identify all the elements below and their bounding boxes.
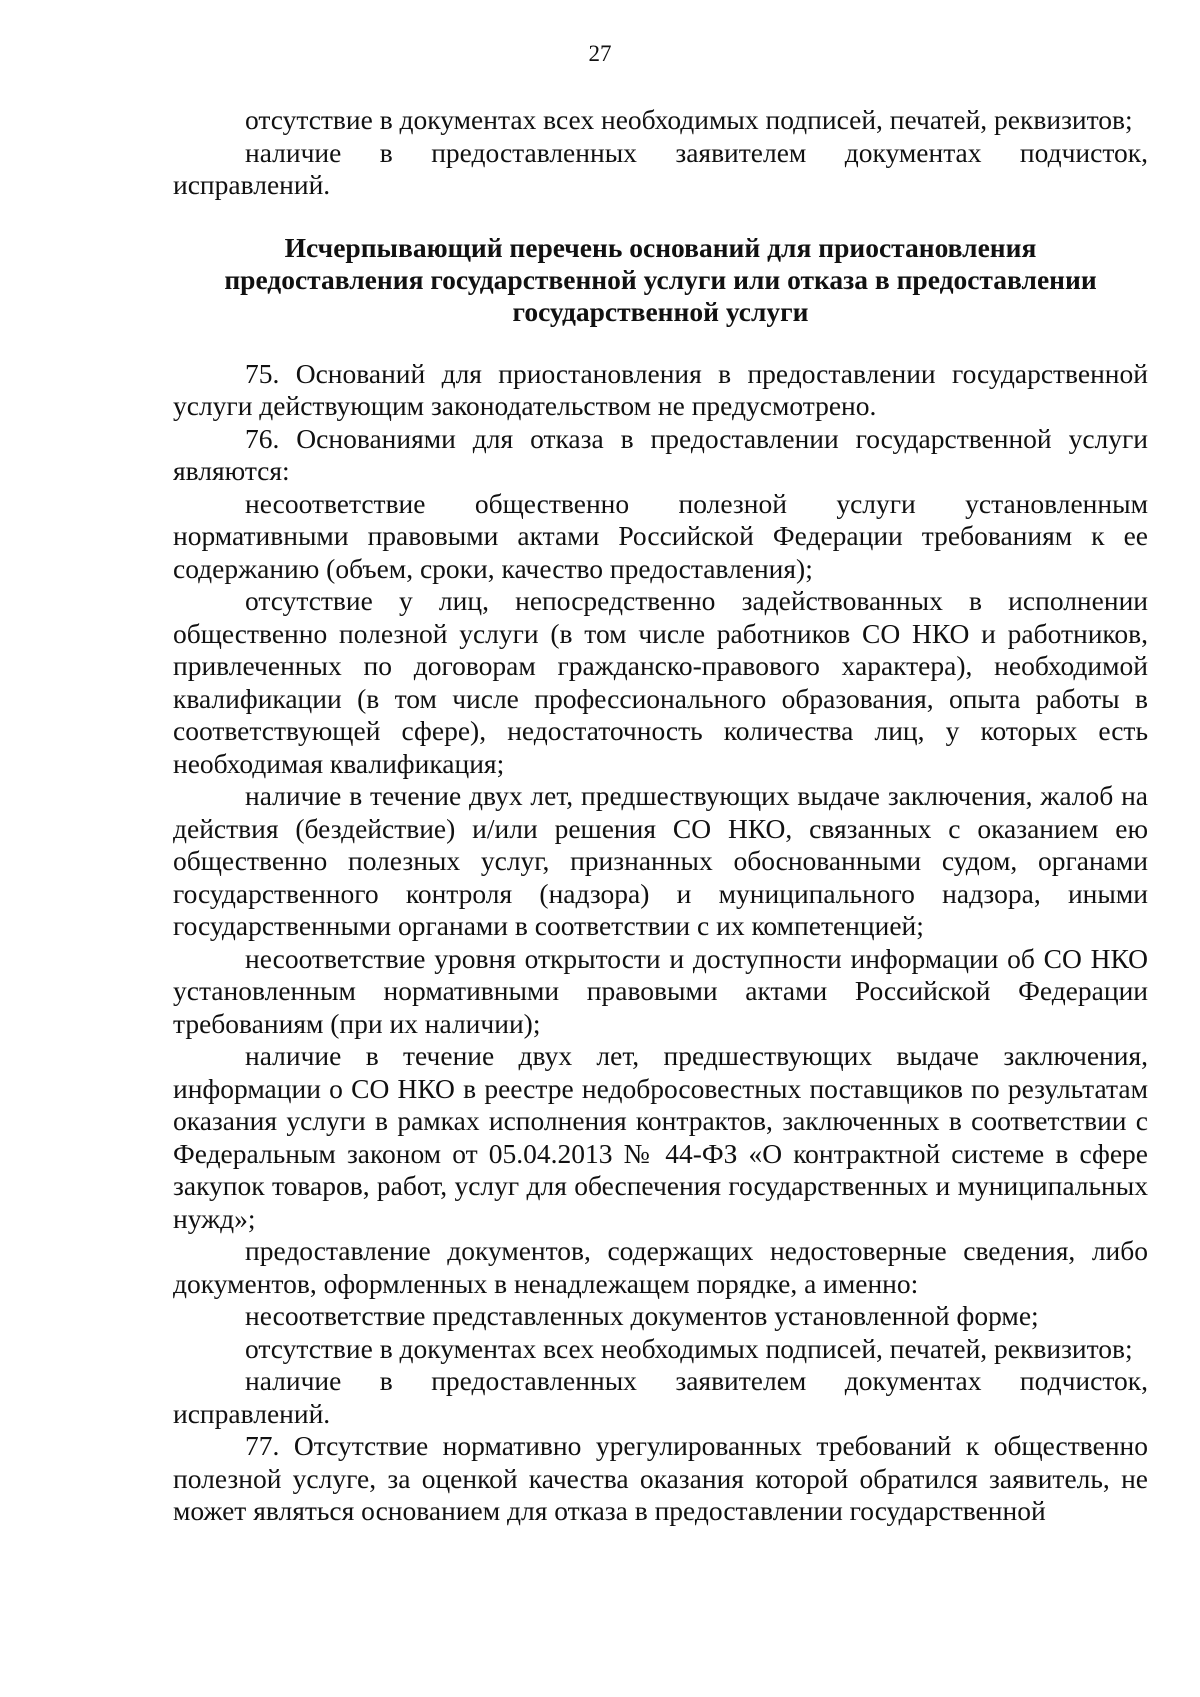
- paragraph-75: 75. Оснований для приостановления в предоставлении государственной услуги действующим законодательством не предусмотрено.: [173, 357, 1148, 421]
- section-heading-line: предоставления государственной услуги или отказа в предоставлении: [224, 263, 1097, 295]
- list-item-openness: несоответствие уровня открытости и доступности информации об СО НКО установленным нормативными правовыми актами Российской Федерации требованиям (при их наличии);: [173, 942, 1148, 1039]
- page-content: [173, 104, 1148, 1528]
- paragraph-corrections: наличие в предоставленных заявителем документах подчисток, исправлений.: [173, 136, 1148, 200]
- list-item-false-documents: предоставление документов, содержащих недостоверные сведения, либо документов, оформленных в ненадлежащем порядке, а именно:: [173, 1235, 1148, 1299]
- paragraph-77: 77. Отсутствие нормативно урегулированных требований к общественно полезной услуге, за оценкой качества оказания которой обратился заявитель, не может являться основанием для отказа в предоставлении государственной: [173, 1430, 1148, 1526]
- paragraph-76: 76. Основаниями для отказа в предоставлении государственной услуги являются:: [173, 422, 1148, 486]
- list-item-unfair-suppliers: наличие в течение двух лет, предшествующих выдаче заключения, информации о СО НКО в реестре недобросовестных поставщиков по результатам оказания услуги в рамках исполнения контрактов, заключенных в соответствии с Федеральным законом от 05.04.2013 № 44-ФЗ «О контрактной системе в сфере закупок товаров, работ, услуг для обеспечения государственных и муниципальных нужд»;: [173, 1040, 1148, 1234]
- list-item-form-mismatch: несоответствие представленных документов установленной форме;: [245, 1300, 1039, 1331]
- paragraph-missing-signatures: отсутствие в документах всех необходимых подписей, печатей, реквизитов;: [245, 104, 1133, 135]
- section-heading-line: государственной услуги: [512, 295, 809, 327]
- list-item-qualification: отсутствие у лиц, непосредственно задействованных в исполнении общественно полезной услуги (в том числе работников СО НКО и работников, привлеченных по договорам гражданско-правового характера), необходимой квалификации (в том числе профессионального образования, опыта работы в соответствующей сфере), недостаточность количества лиц, у которых есть необходимая квалификация;: [173, 585, 1148, 779]
- section-heading: [173, 232, 1148, 328]
- list-item-corrections: наличие в предоставленных заявителем документах подчисток, исправлений.: [173, 1365, 1148, 1429]
- page-number: 27: [588, 41, 612, 66]
- list-item-missing-signatures: отсутствие в документах всех необходимых подписей, печатей, реквизитов;: [245, 1332, 1133, 1364]
- list-item-service-mismatch: несоответствие общественно полезной услуги установленным нормативными правовыми актами Российской Федерации требованиям к ее содержанию (объем, сроки, качество предоставления);: [173, 487, 1148, 584]
- section-heading-line: Исчерпывающий перечень оснований для приостановления: [284, 231, 1037, 263]
- list-item-complaints: наличие в течение двух лет, предшествующих выдаче заключения, жалоб на действия (бездействие) и/или решения СО НКО, связанных с оказанием ею общественно полезных услуг, признанных обоснованными судом, органами государственного контроля (надзора) и муниципального надзора, иными государственными органами в соответствии с их компетенцией;: [173, 780, 1148, 941]
